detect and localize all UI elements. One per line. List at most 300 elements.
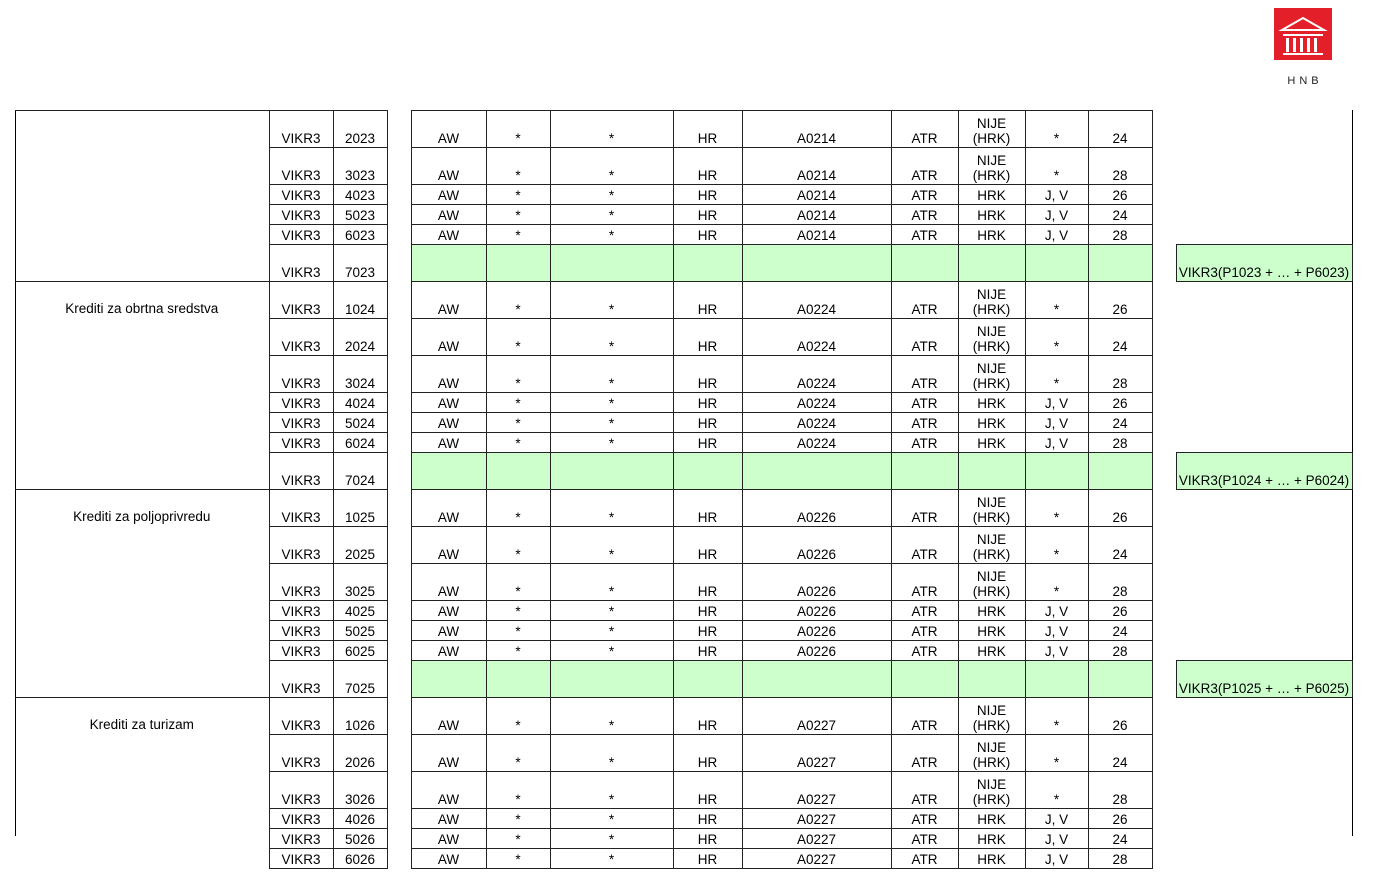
- table-row: [15, 282, 1352, 319]
- row-number: 7025: [333, 661, 387, 698]
- formula-fill-cell: [958, 661, 1025, 698]
- value-cell-4: HR: [673, 282, 742, 319]
- value-cell-4: HR: [673, 413, 742, 433]
- value-cell-3: *: [550, 225, 673, 245]
- value-cell-4: HR: [673, 433, 742, 453]
- spacer-cell: [1152, 661, 1176, 698]
- value-cell-4: HR: [673, 698, 742, 735]
- value-cell-8: *: [1025, 698, 1088, 735]
- row-code: VIKR3: [269, 735, 333, 772]
- value-cell-8: *: [1025, 490, 1088, 527]
- value-cell-9: 28: [1088, 148, 1152, 185]
- value-cell-8: *: [1025, 564, 1088, 601]
- row-number: 7024: [333, 453, 387, 490]
- formula-fill-cell: [1025, 453, 1088, 490]
- value-cell-4: HR: [673, 490, 742, 527]
- value-cell-8: J, V: [1025, 393, 1088, 413]
- value-cell-9: 28: [1088, 433, 1152, 453]
- value-cell-1: AW: [411, 111, 486, 148]
- row-code: VIKR3: [269, 185, 333, 205]
- value-cell-1: AW: [411, 319, 486, 356]
- value-cell-7: HRK: [958, 829, 1025, 849]
- spacer-cell: [1152, 356, 1176, 393]
- value-cell-3: *: [550, 698, 673, 735]
- value-cell-5: A0226: [742, 621, 891, 641]
- value-cell-5: A0214: [742, 205, 891, 225]
- value-cell-1: AW: [411, 621, 486, 641]
- value-cell-7: HRK: [958, 601, 1025, 621]
- value-cell-1: AW: [411, 698, 486, 735]
- value-cell-6: ATR: [891, 185, 958, 205]
- value-cell-4: HR: [673, 356, 742, 393]
- value-cell-3: *: [550, 356, 673, 393]
- value-cell-9: 24: [1088, 205, 1152, 225]
- value-cell-4: HR: [673, 641, 742, 661]
- value-cell-4: HR: [673, 148, 742, 185]
- value-cell-4: HR: [673, 849, 742, 869]
- spacer-cell: [1152, 185, 1176, 205]
- row-number: 3023: [333, 148, 387, 185]
- value-cell-9: 26: [1088, 393, 1152, 413]
- value-cell-7: NIJE (HRK): [958, 772, 1025, 809]
- formula-fill-cell: [742, 245, 891, 282]
- value-cell-6: ATR: [891, 356, 958, 393]
- spacer-cell: [1152, 413, 1176, 433]
- spacer-cell: [387, 205, 411, 225]
- value-cell-9: 28: [1088, 356, 1152, 393]
- data-table: [15, 110, 1353, 869]
- spacer-cell: [1152, 564, 1176, 601]
- value-cell-5: A0224: [742, 282, 891, 319]
- row-number: 6023: [333, 225, 387, 245]
- spacer-cell: [1152, 245, 1176, 282]
- value-cell-5: A0224: [742, 393, 891, 413]
- value-cell-6: ATR: [891, 698, 958, 735]
- value-cell-9: 24: [1088, 527, 1152, 564]
- formula-fill-cell: [742, 661, 891, 698]
- value-cell-3: *: [550, 809, 673, 829]
- formula-fill-cell: [742, 453, 891, 490]
- value-cell-2: *: [486, 698, 550, 735]
- value-cell-1: AW: [411, 393, 486, 413]
- value-cell-2: *: [486, 433, 550, 453]
- value-cell-9: 24: [1088, 621, 1152, 641]
- table-body: [15, 111, 1352, 869]
- empty-result-cell: [1176, 205, 1352, 225]
- value-cell-2: *: [486, 809, 550, 829]
- value-cell-7: NIJE (HRK): [958, 698, 1025, 735]
- value-cell-4: HR: [673, 393, 742, 413]
- value-cell-1: AW: [411, 225, 486, 245]
- value-cell-2: *: [486, 829, 550, 849]
- row-code: VIKR3: [269, 829, 333, 849]
- row-code: VIKR3: [269, 245, 333, 282]
- empty-result-cell: [1176, 433, 1352, 453]
- value-cell-8: J, V: [1025, 225, 1088, 245]
- value-cell-1: AW: [411, 148, 486, 185]
- empty-result-cell: [1176, 735, 1352, 772]
- value-cell-2: *: [486, 564, 550, 601]
- value-cell-5: A0214: [742, 111, 891, 148]
- spacer-cell: [1152, 111, 1176, 148]
- value-cell-5: A0227: [742, 772, 891, 809]
- value-cell-3: *: [550, 282, 673, 319]
- value-cell-6: ATR: [891, 527, 958, 564]
- value-cell-6: ATR: [891, 601, 958, 621]
- spacer-cell: [387, 809, 411, 829]
- row-code: VIKR3: [269, 490, 333, 527]
- empty-result-cell: [1176, 621, 1352, 641]
- group-name: [15, 111, 269, 282]
- value-cell-4: HR: [673, 225, 742, 245]
- value-cell-1: AW: [411, 433, 486, 453]
- value-cell-9: 28: [1088, 225, 1152, 245]
- value-cell-9: 26: [1088, 282, 1152, 319]
- value-cell-7: HRK: [958, 225, 1025, 245]
- empty-result-cell: [1176, 356, 1352, 393]
- value-cell-6: ATR: [891, 621, 958, 641]
- value-cell-1: AW: [411, 829, 486, 849]
- row-code: VIKR3: [269, 205, 333, 225]
- value-cell-6: ATR: [891, 772, 958, 809]
- value-cell-3: *: [550, 564, 673, 601]
- spacer-cell: [387, 413, 411, 433]
- value-cell-7: NIJE (HRK): [958, 527, 1025, 564]
- value-cell-2: *: [486, 601, 550, 621]
- spacer-cell: [387, 356, 411, 393]
- formula-fill-cell: [486, 661, 550, 698]
- row-number: 6025: [333, 641, 387, 661]
- value-cell-8: J, V: [1025, 829, 1088, 849]
- empty-result-cell: [1176, 641, 1352, 661]
- spacer-cell: [387, 148, 411, 185]
- empty-result-cell: [1176, 698, 1352, 735]
- value-cell-1: AW: [411, 205, 486, 225]
- value-cell-6: ATR: [891, 148, 958, 185]
- value-cell-6: ATR: [891, 282, 958, 319]
- value-cell-6: ATR: [891, 111, 958, 148]
- value-cell-7: NIJE (HRK): [958, 356, 1025, 393]
- group-name: Krediti za poljoprivredu: [15, 490, 269, 698]
- formula-cell: VIKR3(P1024 + … + P6024): [1176, 453, 1352, 490]
- row-number: 5026: [333, 829, 387, 849]
- value-cell-2: *: [486, 185, 550, 205]
- value-cell-7: NIJE (HRK): [958, 735, 1025, 772]
- row-code: VIKR3: [269, 393, 333, 413]
- spacer-cell: [387, 433, 411, 453]
- empty-result-cell: [1176, 148, 1352, 185]
- spacer-cell: [1152, 319, 1176, 356]
- row-code: VIKR3: [269, 453, 333, 490]
- formula-cell: VIKR3(P1023 + … + P6023): [1176, 245, 1352, 282]
- formula-fill-cell: [411, 245, 486, 282]
- value-cell-9: 26: [1088, 809, 1152, 829]
- value-cell-4: HR: [673, 564, 742, 601]
- value-cell-2: *: [486, 148, 550, 185]
- value-cell-5: A0227: [742, 809, 891, 829]
- value-cell-2: *: [486, 849, 550, 869]
- value-cell-8: *: [1025, 148, 1088, 185]
- value-cell-8: *: [1025, 527, 1088, 564]
- value-cell-2: *: [486, 225, 550, 245]
- value-cell-9: 28: [1088, 641, 1152, 661]
- row-number: 3024: [333, 356, 387, 393]
- row-number: 5025: [333, 621, 387, 641]
- value-cell-8: J, V: [1025, 809, 1088, 829]
- formula-fill-cell: [891, 245, 958, 282]
- formula-fill-cell: [1088, 453, 1152, 490]
- value-cell-9: 26: [1088, 185, 1152, 205]
- row-code: VIKR3: [269, 319, 333, 356]
- formula-fill-cell: [673, 245, 742, 282]
- value-cell-5: A0227: [742, 698, 891, 735]
- row-code: VIKR3: [269, 772, 333, 809]
- value-cell-2: *: [486, 282, 550, 319]
- value-cell-9: 28: [1088, 772, 1152, 809]
- empty-result-cell: [1176, 564, 1352, 601]
- spacer-cell: [387, 641, 411, 661]
- value-cell-5: A0214: [742, 225, 891, 245]
- formula-fill-cell: [486, 453, 550, 490]
- spacer-cell: [1152, 601, 1176, 621]
- value-cell-8: *: [1025, 319, 1088, 356]
- spacer-cell: [387, 453, 411, 490]
- spacer-cell: [387, 661, 411, 698]
- value-cell-8: J, V: [1025, 621, 1088, 641]
- spacer-cell: [1152, 453, 1176, 490]
- formula-fill-cell: [1025, 245, 1088, 282]
- spacer-cell: [387, 564, 411, 601]
- value-cell-7: NIJE (HRK): [958, 490, 1025, 527]
- value-cell-5: A0226: [742, 527, 891, 564]
- row-number: 3026: [333, 772, 387, 809]
- value-cell-8: *: [1025, 282, 1088, 319]
- row-number: 3025: [333, 564, 387, 601]
- spacer-cell: [1152, 205, 1176, 225]
- value-cell-6: ATR: [891, 641, 958, 661]
- value-cell-4: HR: [673, 772, 742, 809]
- spacer-cell: [387, 319, 411, 356]
- empty-result-cell: [1176, 809, 1352, 829]
- spacer-cell: [387, 111, 411, 148]
- value-cell-4: HR: [673, 319, 742, 356]
- value-cell-3: *: [550, 490, 673, 527]
- value-cell-7: NIJE (HRK): [958, 564, 1025, 601]
- formula-fill-cell: [550, 453, 673, 490]
- value-cell-7: HRK: [958, 205, 1025, 225]
- value-cell-3: *: [550, 413, 673, 433]
- spacer-cell: [387, 601, 411, 621]
- row-number: 6026: [333, 849, 387, 869]
- spacer-cell: [1152, 621, 1176, 641]
- empty-result-cell: [1176, 490, 1352, 527]
- value-cell-5: A0226: [742, 490, 891, 527]
- value-cell-3: *: [550, 148, 673, 185]
- spacer-cell: [387, 245, 411, 282]
- value-cell-9: 26: [1088, 601, 1152, 621]
- spacer-cell: [1152, 527, 1176, 564]
- row-number: 5024: [333, 413, 387, 433]
- spacer-cell: [1152, 735, 1176, 772]
- value-cell-2: *: [486, 772, 550, 809]
- spacer-cell: [1152, 809, 1176, 829]
- value-cell-6: ATR: [891, 829, 958, 849]
- formula-fill-cell: [1088, 245, 1152, 282]
- formula-fill-cell: [550, 245, 673, 282]
- value-cell-2: *: [486, 393, 550, 413]
- row-number: 1026: [333, 698, 387, 735]
- formula-fill-cell: [958, 453, 1025, 490]
- row-number: 2023: [333, 111, 387, 148]
- row-code: VIKR3: [269, 601, 333, 621]
- row-number: 2024: [333, 319, 387, 356]
- empty-result-cell: [1176, 527, 1352, 564]
- row-code: VIKR3: [269, 698, 333, 735]
- value-cell-6: ATR: [891, 413, 958, 433]
- value-cell-1: AW: [411, 601, 486, 621]
- formula-fill-cell: [411, 661, 486, 698]
- value-cell-3: *: [550, 433, 673, 453]
- value-cell-3: *: [550, 735, 673, 772]
- row-number: 1024: [333, 282, 387, 319]
- formula-fill-cell: [673, 453, 742, 490]
- spacer-cell: [387, 282, 411, 319]
- spacer-cell: [1152, 641, 1176, 661]
- row-code: VIKR3: [269, 282, 333, 319]
- value-cell-3: *: [550, 772, 673, 809]
- value-cell-4: HR: [673, 621, 742, 641]
- spacer-cell: [387, 393, 411, 413]
- table-row: [15, 111, 1352, 148]
- value-cell-2: *: [486, 319, 550, 356]
- empty-result-cell: [1176, 413, 1352, 433]
- value-cell-6: ATR: [891, 433, 958, 453]
- value-cell-5: A0224: [742, 433, 891, 453]
- value-cell-8: J, V: [1025, 849, 1088, 869]
- empty-result-cell: [1176, 393, 1352, 413]
- empty-result-cell: [1176, 225, 1352, 245]
- value-cell-4: HR: [673, 185, 742, 205]
- spacer-cell: [1152, 829, 1176, 849]
- value-cell-9: 24: [1088, 413, 1152, 433]
- value-cell-5: A0224: [742, 319, 891, 356]
- value-cell-8: J, V: [1025, 185, 1088, 205]
- value-cell-6: ATR: [891, 225, 958, 245]
- row-code: VIKR3: [269, 225, 333, 245]
- spacer-cell: [1152, 282, 1176, 319]
- value-cell-3: *: [550, 185, 673, 205]
- value-cell-9: 26: [1088, 698, 1152, 735]
- value-cell-1: AW: [411, 564, 486, 601]
- value-cell-9: 28: [1088, 564, 1152, 601]
- value-cell-2: *: [486, 490, 550, 527]
- value-cell-8: J, V: [1025, 433, 1088, 453]
- value-cell-8: *: [1025, 111, 1088, 148]
- value-cell-8: *: [1025, 772, 1088, 809]
- value-cell-7: NIJE (HRK): [958, 319, 1025, 356]
- row-code: VIKR3: [269, 148, 333, 185]
- value-cell-1: AW: [411, 735, 486, 772]
- hnb-building-icon: [1274, 8, 1332, 60]
- value-cell-6: ATR: [891, 393, 958, 413]
- value-cell-2: *: [486, 413, 550, 433]
- value-cell-9: 28: [1088, 849, 1152, 869]
- row-code: VIKR3: [269, 564, 333, 601]
- value-cell-5: A0214: [742, 185, 891, 205]
- value-cell-3: *: [550, 621, 673, 641]
- value-cell-6: ATR: [891, 490, 958, 527]
- value-cell-2: *: [486, 527, 550, 564]
- value-cell-7: NIJE (HRK): [958, 111, 1025, 148]
- empty-result-cell: [1176, 319, 1352, 356]
- value-cell-4: HR: [673, 527, 742, 564]
- value-cell-4: HR: [673, 809, 742, 829]
- value-cell-3: *: [550, 527, 673, 564]
- value-cell-8: J, V: [1025, 205, 1088, 225]
- value-cell-7: HRK: [958, 413, 1025, 433]
- value-cell-7: NIJE (HRK): [958, 148, 1025, 185]
- value-cell-9: 24: [1088, 111, 1152, 148]
- row-number: 2026: [333, 735, 387, 772]
- value-cell-8: *: [1025, 356, 1088, 393]
- value-cell-3: *: [550, 849, 673, 869]
- value-cell-1: AW: [411, 413, 486, 433]
- spacer-cell: [1152, 433, 1176, 453]
- row-code: VIKR3: [269, 433, 333, 453]
- spacer-cell: [387, 772, 411, 809]
- value-cell-7: HRK: [958, 809, 1025, 829]
- value-cell-3: *: [550, 393, 673, 413]
- formula-fill-cell: [1025, 661, 1088, 698]
- spacer-cell: [1152, 772, 1176, 809]
- value-cell-5: A0226: [742, 641, 891, 661]
- value-cell-7: HRK: [958, 621, 1025, 641]
- value-cell-2: *: [486, 356, 550, 393]
- row-number: 6024: [333, 433, 387, 453]
- value-cell-7: NIJE (HRK): [958, 282, 1025, 319]
- value-cell-2: *: [486, 735, 550, 772]
- value-cell-7: HRK: [958, 641, 1025, 661]
- value-cell-9: 24: [1088, 735, 1152, 772]
- value-cell-6: ATR: [891, 319, 958, 356]
- value-cell-3: *: [550, 111, 673, 148]
- value-cell-5: A0224: [742, 356, 891, 393]
- value-cell-7: HRK: [958, 185, 1025, 205]
- value-cell-5: A0227: [742, 829, 891, 849]
- value-cell-1: AW: [411, 185, 486, 205]
- formula-cell: VIKR3(P1025 + … + P6025): [1176, 661, 1352, 698]
- row-code: VIKR3: [269, 849, 333, 869]
- formula-fill-cell: [958, 245, 1025, 282]
- value-cell-6: ATR: [891, 564, 958, 601]
- value-cell-2: *: [486, 205, 550, 225]
- value-cell-2: *: [486, 111, 550, 148]
- value-cell-5: A0214: [742, 148, 891, 185]
- value-cell-2: *: [486, 621, 550, 641]
- formula-fill-cell: [891, 453, 958, 490]
- group-name: Krediti za turizam: [15, 698, 269, 869]
- formula-fill-cell: [673, 661, 742, 698]
- row-number: 4026: [333, 809, 387, 829]
- spacer-cell: [387, 225, 411, 245]
- row-number: 4025: [333, 601, 387, 621]
- spacer-cell: [387, 849, 411, 869]
- hnb-logo: [1274, 8, 1332, 87]
- formula-fill-cell: [411, 453, 486, 490]
- row-code: VIKR3: [269, 356, 333, 393]
- value-cell-5: A0226: [742, 601, 891, 621]
- value-cell-4: HR: [673, 735, 742, 772]
